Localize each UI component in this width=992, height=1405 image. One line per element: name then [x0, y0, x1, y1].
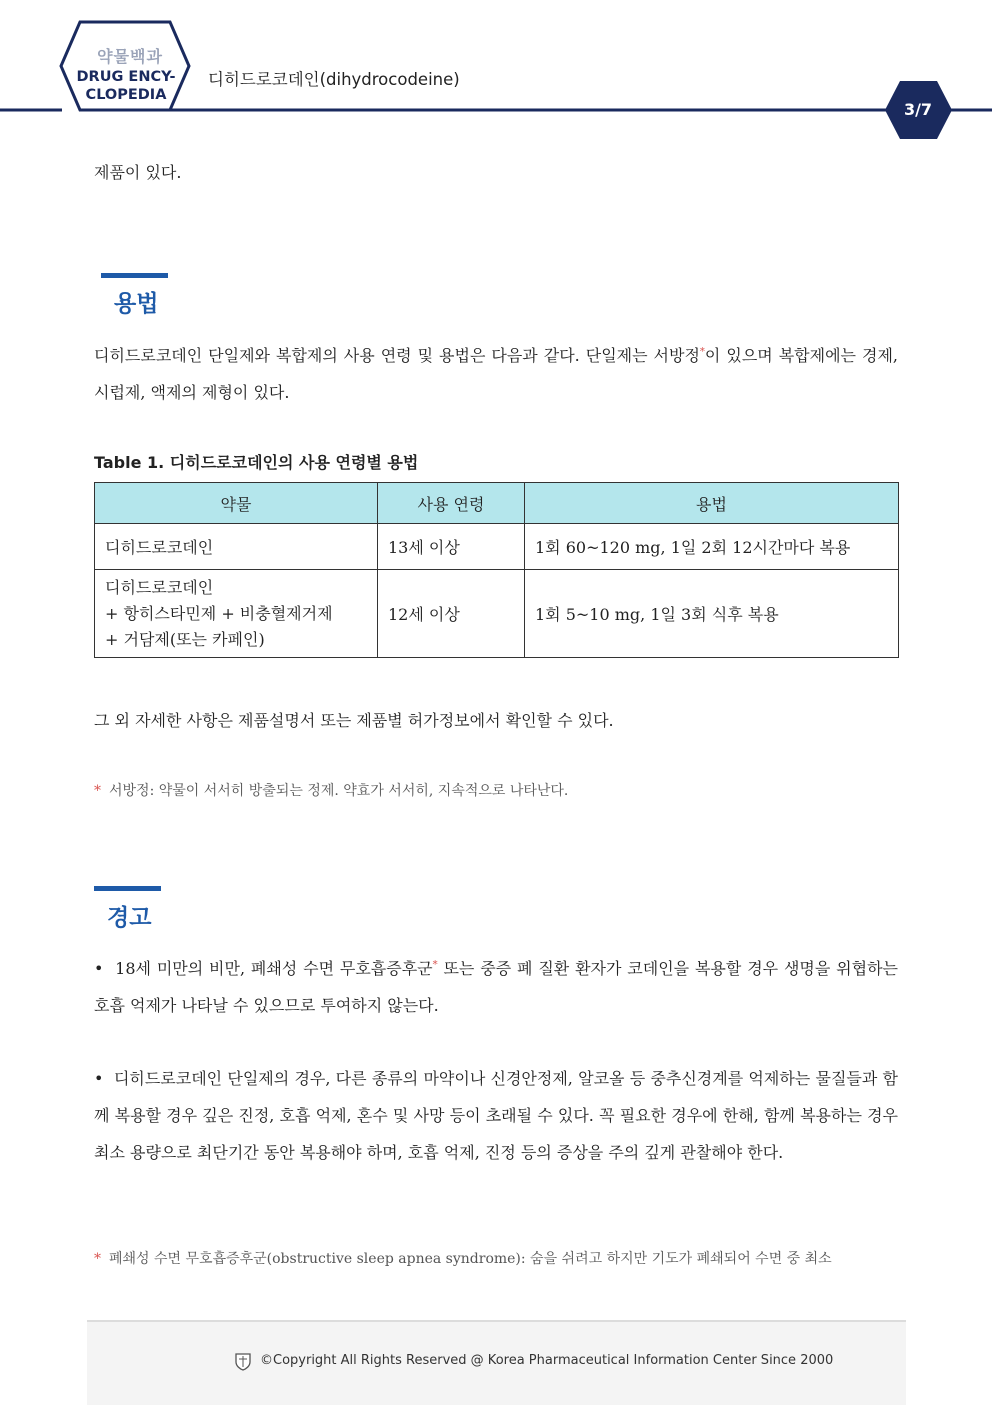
warning-footnote: [94, 1248, 898, 1268]
bullet-mark: •: [94, 1069, 104, 1088]
intro-fragment: 제품이 있다.: [94, 163, 182, 182]
copyright-text: ©Copyright All Rights Reserved @ Korea Pharmaceutical Information Center Since 2000: [260, 1353, 834, 1368]
footnote-star: *: [94, 1251, 101, 1267]
footnote-text: 서방정: 약물이 서서히 방출되는 정제. 약효가 서서히, 지속적으로 나타난다.: [109, 783, 569, 799]
drug-line: + 항히스타민제 + 비충혈제거제: [105, 603, 333, 623]
logo-english-line1: DRUG ENCY-: [76, 69, 176, 85]
logo-english-line2: CLOPEDIA: [85, 87, 167, 103]
warning-section-title: 경고: [107, 905, 152, 931]
table-header-age: 사용 연령: [378, 483, 525, 524]
footnote-text: 폐쇄성 수면 무호흡증후군(obstructive sleep apnea syndrome): 숨을 쉬려고 하지만 기도가 폐쇄되어 수면 중 최소: [109, 1251, 832, 1267]
table-row: [95, 570, 899, 658]
table-cell-dosage: 1회 60~120 mg, 1일 2회 12시간마다 복용: [525, 524, 899, 570]
table-cell-age: 13세 이상: [378, 524, 525, 570]
dosage-table: [94, 482, 899, 658]
table-cell-age: 12세 이상: [378, 570, 525, 658]
warning-bullet-2: [94, 1060, 898, 1171]
drug-line: 디히드로코데인: [105, 577, 214, 597]
bullet-mark: •: [94, 959, 104, 978]
usage-text-part2: 이 있으며 복합제에는 경제, 시럽제, 액제의 제형이 있다.: [94, 346, 898, 402]
table-header-drug: 약물: [95, 483, 378, 524]
warning-text-part1: 18세 미만의 비만, 폐쇄성 수면 무호흡증후군: [115, 959, 433, 978]
usage-section-bar: [101, 273, 168, 278]
table-cell-drug: 디히드로코데인: [95, 524, 378, 570]
usage-paragraph: [94, 337, 898, 411]
table-cell-dosage: 1회 5~10 mg, 1일 3회 식후 복용: [525, 570, 899, 658]
table-header-dosage: 용법: [525, 483, 899, 524]
footnote-star: *: [94, 783, 101, 799]
shield-icon: [235, 1353, 251, 1371]
table-caption: Table 1. 디히드로코데인의 사용 연령별 용법: [94, 453, 419, 472]
warning-bullet-1: [94, 950, 898, 1024]
warning-text-part2: 또는 중증 폐 질환 환자가 코데인을 복용할 경우 생명을 위협하는 호흡 억제가 나타날 수 있으므로 투여하지 않는다.: [94, 959, 899, 1015]
table-header-row: [95, 483, 899, 524]
warning-text: 디히드로코데인 단일제의 경우, 다른 종류의 마약이나 신경안정제, 알코올 등 중추신경계를 억제하는 물질들과 함께 복용할 경우 깊은 진정, 호흡 억제, 혼수 및 사망 등이 초래될 수 있다. 꼭 필요한 경우에 한해, 함께 복용하는 경우 최소 용량으로 최단기간 동안 복용해야 하며, 호흡 억제, 진정 등의 증상을 주의 깊게 관찰해야 한다.: [94, 1069, 899, 1162]
document-title: 디히드로코데인(dihydrocodeine): [208, 70, 460, 89]
table-row: [95, 524, 899, 570]
logo-korean-text: 약물백과: [97, 47, 163, 66]
warning-section-bar: [94, 886, 161, 891]
usage-footnote: [94, 780, 568, 800]
usage-text-part1: 디히드로코데인 단일제와 복합제의 사용 연령 및 용법은 다음과 같다. 단일제는 서방정: [94, 346, 700, 365]
usage-section-title: 용법: [114, 291, 159, 317]
footnote-marker: *: [699, 346, 705, 358]
drug-line: + 거담제(또는 카페인): [105, 629, 265, 649]
table-cell-drug: [95, 570, 378, 658]
logo-english-text: [70, 68, 182, 104]
footnote-marker: *: [432, 959, 438, 971]
page-indicator: 3/7: [903, 100, 933, 119]
more-info-paragraph: 그 외 자세한 사항은 제품설명서 또는 제품별 허가정보에서 확인할 수 있다.: [94, 711, 614, 730]
